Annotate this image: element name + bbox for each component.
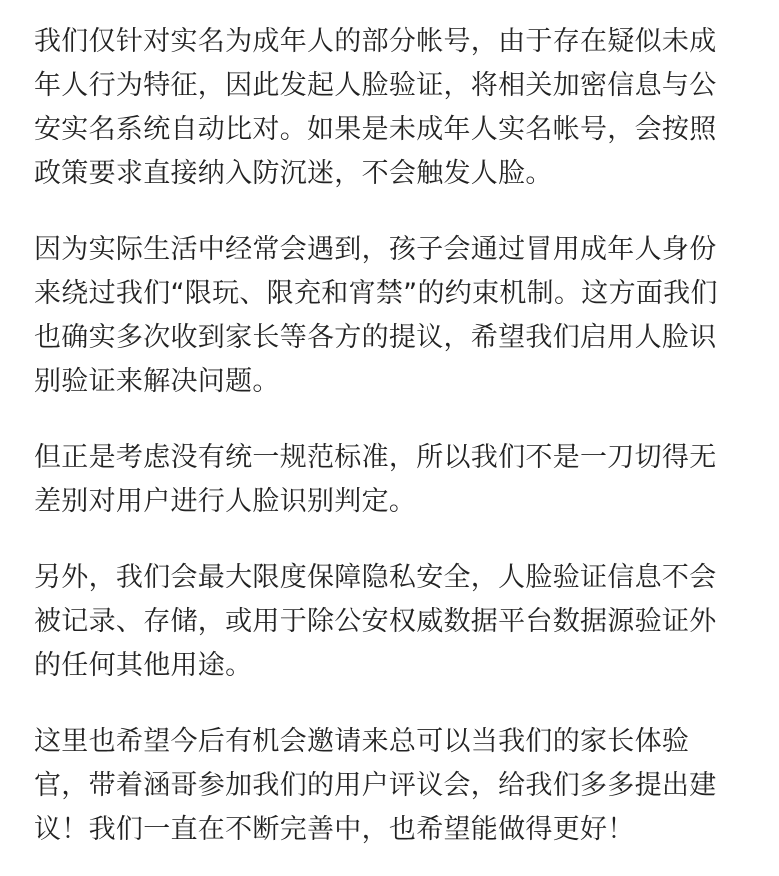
paragraph-4 xyxy=(34,556,760,688)
paragraph-5 xyxy=(34,720,760,852)
text-line: 这里也希望今后有机会邀请来总可以当我们的家长体验 xyxy=(34,726,690,757)
text-line: 另外，我们会最大限度保障隐私安全，人脸验证信息不会 xyxy=(34,562,717,593)
text-line: 也确实多次收到家长等各方的提议，希望我们启用人脸识 xyxy=(34,322,717,353)
text-line: 的任何其他用途。 xyxy=(34,650,253,681)
paragraph-1 xyxy=(34,20,760,196)
text-line: 被记录、存储，或用于除公安权威数据平台数据源验证外 xyxy=(34,606,717,637)
paragraph-3 xyxy=(34,436,760,524)
text-line: 安实名系统自动比对。如果是未成年人实名帐号，会按照 xyxy=(34,114,717,145)
text-line: 政策要求直接纳入防沉迷，不会触发人脸。 xyxy=(34,158,553,189)
text-line: 来绕过我们“限玩、限充和宵禁”的约束机制。这方面我们 xyxy=(34,278,718,309)
paragraph-2 xyxy=(34,228,760,404)
text-line: 差别对用户进行人脸识别判定。 xyxy=(34,486,417,517)
text-line: 因为实际生活中经常会遇到，孩子会通过冒用成年人身份 xyxy=(34,234,717,265)
text-line: 但正是考虑没有统一规范标准，所以我们不是一刀切得无 xyxy=(34,442,717,473)
text-line: 我们仅针对实名为成年人的部分帐号，由于存在疑似未成 xyxy=(34,26,717,57)
text-line: 官，带着涵哥参加我们的用户评议会，给我们多多提出建 xyxy=(34,770,717,801)
statement-document xyxy=(34,20,760,852)
text-line: 议！我们一直在不断完善中，也希望能做得更好！ xyxy=(34,814,635,845)
text-line: 年人行为特征，因此发起人脸验证，将相关加密信息与公 xyxy=(34,70,717,101)
text-line: 别验证来解决问题。 xyxy=(34,366,280,397)
